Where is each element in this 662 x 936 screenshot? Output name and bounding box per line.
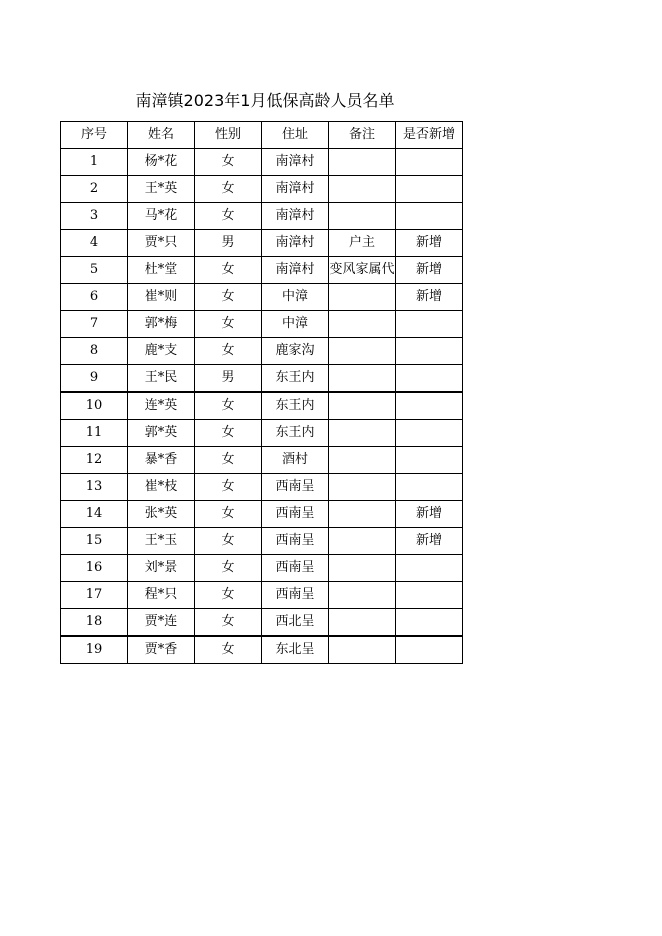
cell-name: 程*只	[128, 582, 195, 609]
cell-address: 东北呈	[262, 636, 329, 664]
cell-remark	[329, 447, 396, 474]
cell-remark	[329, 338, 396, 365]
cell-gender: 女	[195, 582, 262, 609]
cell-remark: 变风家属代	[329, 257, 396, 284]
cell-serial: 12	[61, 447, 128, 474]
cell-address: 东王内	[262, 392, 329, 420]
cell-serial: 17	[61, 582, 128, 609]
cell-gender: 男	[195, 365, 262, 393]
cell-is-new	[396, 176, 463, 203]
cell-serial: 8	[61, 338, 128, 365]
cell-serial: 14	[61, 501, 128, 528]
cell-serial: 19	[61, 636, 128, 664]
cell-address: 西南呈	[262, 474, 329, 501]
cell-serial: 4	[61, 230, 128, 257]
cell-remark	[329, 176, 396, 203]
cell-serial: 3	[61, 203, 128, 230]
table-row	[61, 609, 463, 637]
cell-name: 马*花	[128, 203, 195, 230]
cell-is-new	[396, 311, 463, 338]
cell-address: 南漳村	[262, 230, 329, 257]
cell-gender: 女	[195, 392, 262, 420]
cell-is-new	[396, 203, 463, 230]
cell-address: 南漳村	[262, 203, 329, 230]
cell-is-new: 新增	[396, 230, 463, 257]
table-row	[61, 501, 463, 528]
cell-remark	[329, 365, 396, 393]
table-body	[61, 149, 463, 664]
cell-address: 东王内	[262, 420, 329, 447]
header-address: 住址	[262, 122, 329, 149]
table-row	[61, 528, 463, 555]
cell-name: 张*英	[128, 501, 195, 528]
table-row	[61, 474, 463, 501]
cell-remark	[329, 555, 396, 582]
cell-remark	[329, 392, 396, 420]
cell-gender: 女	[195, 420, 262, 447]
cell-is-new	[396, 474, 463, 501]
cell-name: 贾*连	[128, 609, 195, 637]
cell-name: 王*民	[128, 365, 195, 393]
cell-is-new	[396, 447, 463, 474]
table-row	[61, 338, 463, 365]
cell-is-new	[396, 636, 463, 664]
cell-gender: 女	[195, 203, 262, 230]
table-row	[61, 555, 463, 582]
cell-address: 南漳村	[262, 257, 329, 284]
table-row	[61, 365, 463, 393]
cell-remark	[329, 203, 396, 230]
cell-is-new: 新增	[396, 284, 463, 311]
cell-serial: 18	[61, 609, 128, 637]
cell-serial: 16	[61, 555, 128, 582]
header-is-new: 是否新增	[396, 122, 463, 149]
table-row	[61, 257, 463, 284]
cell-gender: 女	[195, 149, 262, 176]
cell-gender: 女	[195, 447, 262, 474]
cell-remark	[329, 501, 396, 528]
table-header-row	[61, 122, 463, 149]
cell-is-new	[396, 609, 463, 637]
cell-gender: 女	[195, 311, 262, 338]
cell-name: 崔*枝	[128, 474, 195, 501]
table-row	[61, 311, 463, 338]
cell-name: 贾*香	[128, 636, 195, 664]
cell-address: 鹿家沟	[262, 338, 329, 365]
cell-serial: 13	[61, 474, 128, 501]
table-row	[61, 149, 463, 176]
cell-is-new	[396, 420, 463, 447]
cell-address: 西南呈	[262, 501, 329, 528]
cell-remark	[329, 582, 396, 609]
cell-remark	[329, 609, 396, 637]
cell-is-new	[396, 555, 463, 582]
cell-gender: 女	[195, 609, 262, 637]
header-name: 姓名	[128, 122, 195, 149]
cell-name: 郭*英	[128, 420, 195, 447]
cell-gender: 女	[195, 176, 262, 203]
table-row	[61, 420, 463, 447]
table-row	[61, 636, 463, 664]
cell-address: 中漳	[262, 284, 329, 311]
cell-serial: 5	[61, 257, 128, 284]
cell-gender: 女	[195, 636, 262, 664]
cell-serial: 7	[61, 311, 128, 338]
cell-gender: 女	[195, 501, 262, 528]
cell-remark	[329, 284, 396, 311]
table-row	[61, 392, 463, 420]
roster-table	[60, 121, 463, 664]
cell-name: 刘*景	[128, 555, 195, 582]
cell-serial: 6	[61, 284, 128, 311]
cell-address: 西北呈	[262, 609, 329, 637]
cell-gender: 女	[195, 555, 262, 582]
cell-is-new: 新增	[396, 528, 463, 555]
cell-address: 南漳村	[262, 149, 329, 176]
cell-serial: 9	[61, 365, 128, 393]
cell-address: 西南呈	[262, 555, 329, 582]
cell-remark	[329, 528, 396, 555]
cell-gender: 男	[195, 230, 262, 257]
cell-address: 酒村	[262, 447, 329, 474]
cell-remark	[329, 311, 396, 338]
table-row	[61, 582, 463, 609]
header-remark: 备注	[329, 122, 396, 149]
cell-gender: 女	[195, 528, 262, 555]
cell-is-new	[396, 149, 463, 176]
cell-gender: 女	[195, 284, 262, 311]
cell-name: 连*英	[128, 392, 195, 420]
cell-name: 杜*堂	[128, 257, 195, 284]
cell-is-new: 新增	[396, 501, 463, 528]
cell-remark	[329, 474, 396, 501]
cell-serial: 10	[61, 392, 128, 420]
header-gender: 性别	[195, 122, 262, 149]
cell-is-new	[396, 392, 463, 420]
cell-is-new	[396, 582, 463, 609]
cell-serial: 15	[61, 528, 128, 555]
cell-address: 西南呈	[262, 582, 329, 609]
cell-serial: 2	[61, 176, 128, 203]
cell-gender: 女	[195, 338, 262, 365]
cell-name: 郭*梅	[128, 311, 195, 338]
cell-gender: 女	[195, 257, 262, 284]
cell-serial: 11	[61, 420, 128, 447]
cell-is-new	[396, 365, 463, 393]
table-row	[61, 447, 463, 474]
table-row	[61, 176, 463, 203]
cell-remark	[329, 636, 396, 664]
cell-name: 王*玉	[128, 528, 195, 555]
page-title: 南漳镇2023年1月低保高龄人员名单	[135, 91, 395, 110]
cell-is-new: 新增	[396, 257, 463, 284]
cell-name: 杨*花	[128, 149, 195, 176]
cell-remark	[329, 149, 396, 176]
cell-gender: 女	[195, 474, 262, 501]
cell-name: 鹿*支	[128, 338, 195, 365]
header-serial: 序号	[61, 122, 128, 149]
cell-remark	[329, 420, 396, 447]
cell-name: 暴*香	[128, 447, 195, 474]
cell-serial: 1	[61, 149, 128, 176]
cell-address: 中漳	[262, 311, 329, 338]
cell-address: 东王内	[262, 365, 329, 393]
cell-name: 崔*则	[128, 284, 195, 311]
cell-name: 贾*只	[128, 230, 195, 257]
cell-remark: 户主	[329, 230, 396, 257]
cell-address: 西南呈	[262, 528, 329, 555]
cell-name: 王*英	[128, 176, 195, 203]
table-row	[61, 230, 463, 257]
cell-is-new	[396, 338, 463, 365]
cell-address: 南漳村	[262, 176, 329, 203]
table-row	[61, 284, 463, 311]
table-row	[61, 203, 463, 230]
